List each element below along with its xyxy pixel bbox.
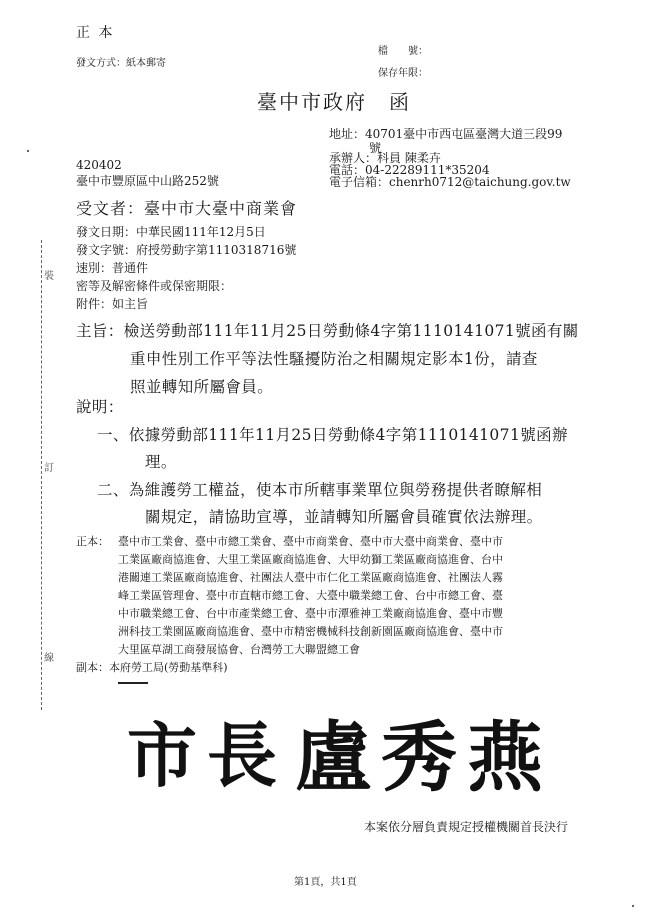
contact-phone: 電話：04-22289111*35204 [329,163,490,177]
explanation-item-1-cont: 理。 [145,453,177,471]
document-title: 臺中市政府 函 [257,90,411,114]
copy-type: 正 本 [76,25,115,41]
issue-date: 發文日期：中華民國111年12月5日 [76,225,266,239]
distribution-line: 工業區廠商協進會、大里工業區廠商協進會、大甲幼獅工業區廠商協進會、台中 [118,553,503,566]
distribution-line: 峰工業區管理會、臺中市直轄市總工會、大臺中職業總工會、台中市總工會、臺 [118,589,503,602]
subject-line-1: 主旨：檢送勞動部111年11月25日勞動條4字第1110141071號函有關 [76,322,579,340]
explanation-heading: 說明： [76,398,124,416]
delegation-note: 本案依分層負責規定授權機關首長決行 [364,820,569,834]
retention-label: 保存年限： [378,68,428,79]
contact-person: 承辦人：科員 陳柔卉 [329,151,441,165]
explanation-item-2-cont: 關規定，請協助宣導，並請轉知所屬會員確實依法辦理。 [145,508,543,526]
binding-mark-xian: 線 [44,653,54,664]
explanation-item-2: 二、為維護勞工權益，使本市所轄事業單位與勞務提供者瞭解相 [97,481,543,499]
binding-mark-ding: 訂 [44,463,54,474]
recipient-street: 臺中市豐原區中山路252號 [76,174,219,188]
contact-email: 電子信箱：chenrh0712@taichung.gov.tw [329,175,571,189]
scan-speck [27,150,29,152]
secrecy-class: 密等及解密條件或保密期限： [76,279,233,293]
page-footer: 第1頁，共1頁 [294,877,357,888]
distribution-line: 港關連工業區廠商協進會、社團法人臺中市仁化工業區廠商協進會、社團法人霧 [118,571,503,584]
document-number: 發文字號：府授勞動字第1110318716號 [76,243,297,257]
mayor-signature: 盧秀燕 [295,713,553,802]
distribution-line: 臺中市工業會、臺中市總工業會、臺中市商業會、臺中市大臺中商業會、臺中市 [118,535,503,548]
attachment: 附件：如主旨 [76,297,149,311]
subject-line-3: 照並轉知所屬會員。 [130,378,274,396]
recipient: 受文者：臺中市大臺中商業會 [76,199,298,218]
sender-address: 地址：40701臺中市西屯區臺灣大道三段99 [329,127,563,141]
binding-mark-zhuang: 裝 [44,271,54,282]
explanation-item-1: 一、依據勞動部111年11月25日勞動條4字第1110141071號函辦 [97,426,568,444]
send-method: 發文方式：紙本郵寄 [76,58,166,69]
distribution-line: 中市職業總工會、台中市產業總工會、臺中市潭雅神工業廠商協進會、臺中市豐 [118,607,503,620]
binding-line [41,240,42,710]
speed-class: 速別：普通件 [76,261,149,275]
subject-line-2: 重申性別工作平等法性騷擾防治之相關規定影本1份，請查 [130,350,538,368]
sender-address-cont: 號 [369,141,382,155]
distribution-label: 正本： [76,535,109,548]
file-number-label: 檔 號： [378,46,428,57]
scan-speck [632,905,634,907]
recipient-zip: 420402 [76,158,122,172]
signature-dash [118,682,148,684]
distribution-line: 大里區草湖工商發展協會、台灣勞工大聯盟總工會 [118,643,360,656]
copy-recipient: 副本：本府勞工局(勞動基準科) [76,661,228,674]
distribution-line: 洲科技工業園區廠商協進會、臺中市精密機械科技創新園區廠商協進會、臺中市 [118,625,503,638]
mayor-title: 市長 [127,714,287,797]
